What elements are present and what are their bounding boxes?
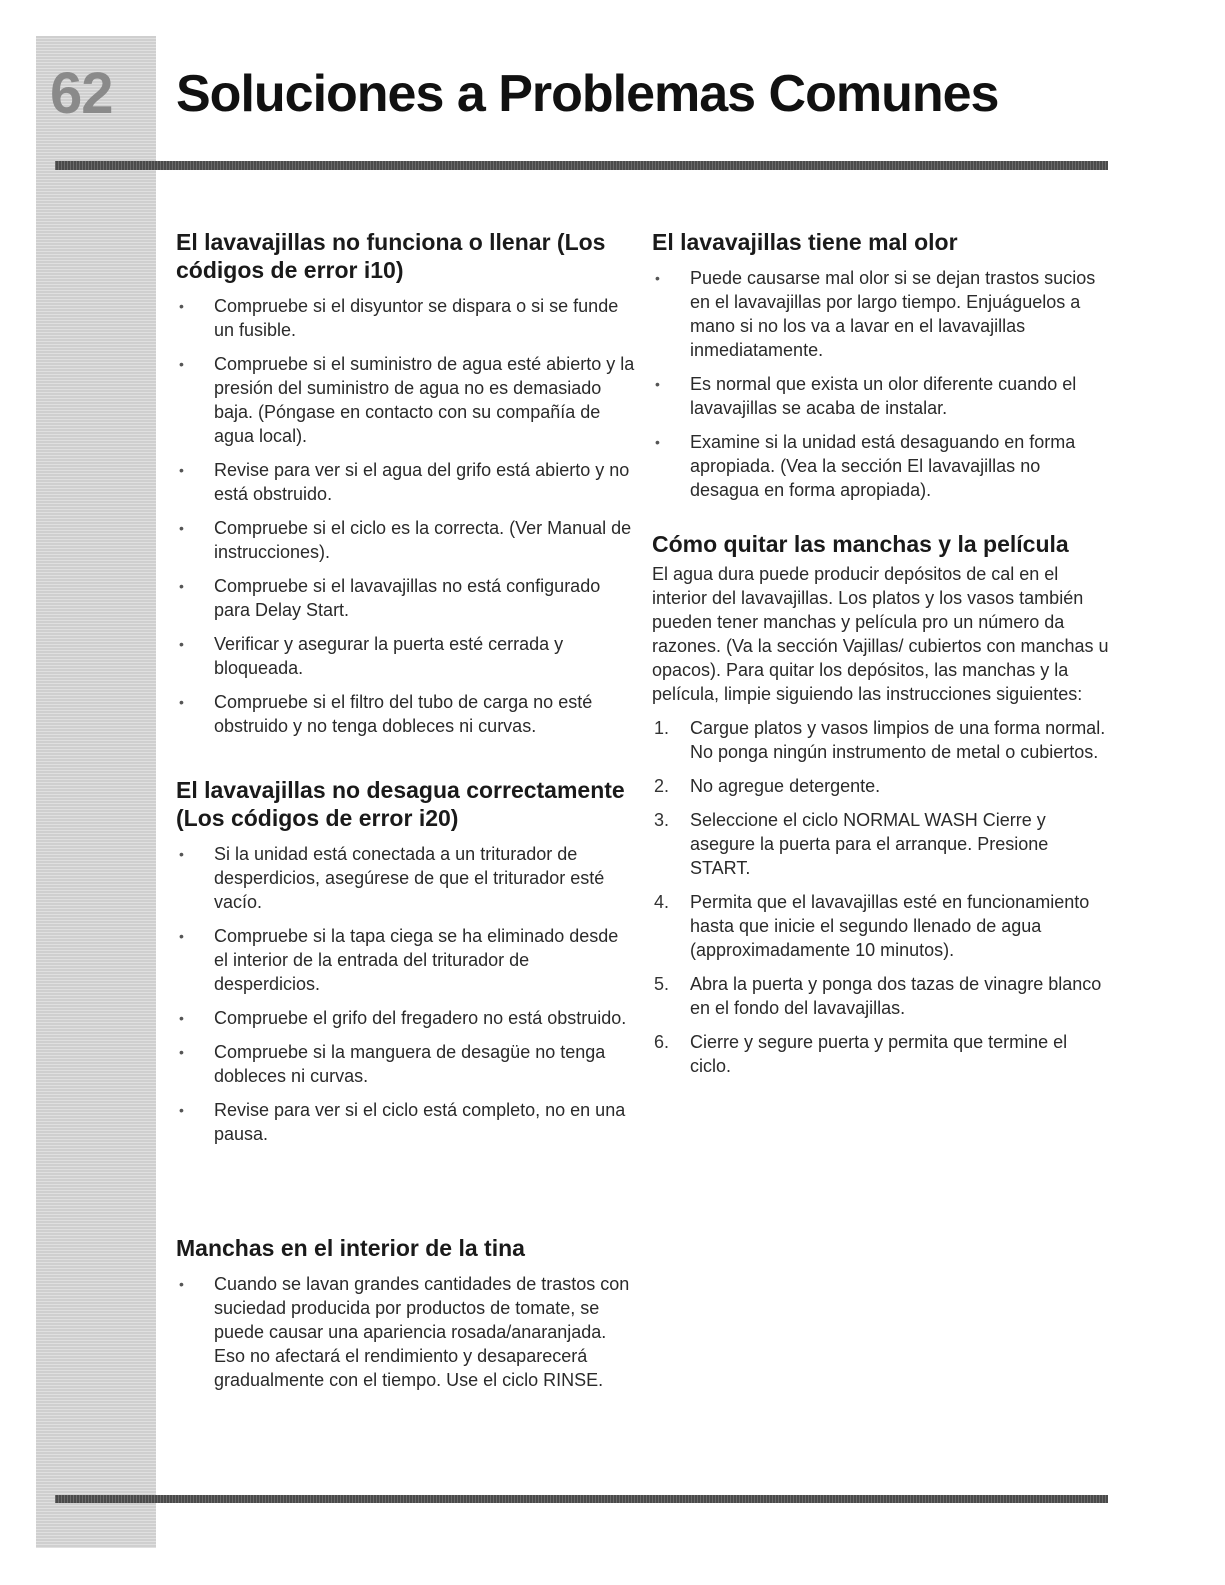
list-item bbox=[652, 808, 1112, 880]
bullet-list bbox=[176, 842, 636, 1146]
list-item: • Verificar y asegurar la puerta esté cerrada y bloqueada. bbox=[176, 632, 636, 680]
list-item: • Compruebe si la tapa ciega se ha eliminado desde el interior de la entrada del triturador de desperdicios. bbox=[176, 924, 636, 996]
list-item: • Cuando se lavan grandes cantidades de trastos con suciedad producida por productos de tomate, se puede causar una apariencia rosada/anaranjada. Eso no afectará el rendimiento y desaparecerá gradualmente con el tiempo. Use el ciclo RINSE. bbox=[176, 1272, 636, 1392]
list-item: • Revise para ver si el ciclo está completo, no en una pausa. bbox=[176, 1098, 636, 1146]
list-item bbox=[652, 890, 1112, 962]
list-item: • Compruebe si el lavavajillas no está configurado para Delay Start. bbox=[176, 574, 636, 622]
step-text: Cargue platos y vasos limpios de una forma normal. No ponga ningún instrumento de metal o cubiertos. bbox=[690, 718, 1106, 762]
section-paragraph: El agua dura puede producir depósitos de cal en el interior del lavavajillas. Los platos y los vasos también pueden tener manchas y película pro un número da razones. (Va la sección Vajillas/ cubiertos con manchas u opacos). Para quitar los depósitos, las manchas y la película, limpie siguiendo las instrucciones siguientes: bbox=[652, 564, 1109, 704]
section-no-funciona bbox=[176, 228, 636, 738]
top-rule bbox=[55, 161, 1108, 170]
list-item bbox=[652, 774, 1112, 798]
section-heading: El lavavajillas no funciona o llenar (Los códigos de error i10) bbox=[176, 229, 606, 283]
step-number: 6. bbox=[654, 1032, 670, 1052]
bottom-rule bbox=[55, 1495, 1108, 1503]
step-text: Permita que el lavavajillas esté en funcionamiento hasta que inicie el segundo llenado de agua (approximadamente 10 minutos). bbox=[690, 892, 1090, 960]
step-number: 4. bbox=[654, 892, 670, 912]
bullet-list bbox=[176, 294, 636, 738]
section-heading: El lavavajillas no desagua correctamente (Los códigos de error i20) bbox=[176, 777, 625, 831]
list-item: • Compruebe si el suministro de agua esté abierto y la presión del suministro de agua no es demasiado baja. (Póngase en contacto con su compañía de agua local). bbox=[176, 352, 636, 448]
section-heading: Manchas en el interior de la tina bbox=[176, 1235, 525, 1261]
numbered-list bbox=[652, 716, 1112, 1078]
step-text: Abra la puerta y ponga dos tazas de vinagre blanco en el fondo del lavavajillas. bbox=[690, 974, 1102, 1018]
list-item bbox=[652, 716, 1112, 764]
list-item: • Examine si la unidad está desaguando en forma apropiada. (Vea la sección El lavavajillas no desagua en forma apropiada). bbox=[652, 430, 1112, 502]
list-item: • Compruebe el grifo del fregadero no está obstruido. bbox=[176, 1006, 636, 1030]
bullet-list bbox=[176, 1272, 636, 1392]
list-item: • Compruebe si el ciclo es la correcta. (Ver Manual de instrucciones). bbox=[176, 516, 636, 564]
left-column bbox=[176, 228, 636, 1156]
list-item: • Compruebe si el filtro del tubo de carga no esté obstruido y no tenga dobleces ni curvas. bbox=[176, 690, 636, 738]
section-no-desagua bbox=[176, 776, 636, 1146]
page-number: 62 bbox=[50, 61, 113, 126]
side-strip bbox=[36, 36, 156, 1548]
list-item: • Puede causarse mal olor si se dejan trastos sucios en el lavavajillas por largo tiempo. Enjuáguelos a mano si no los va a lavar en el lavavajillas inmediatamente. bbox=[652, 266, 1112, 362]
list-item: • Revise para ver si el agua del grifo está abierto y no está obstruido. bbox=[176, 458, 636, 506]
step-text: No agregue detergente. bbox=[690, 776, 881, 796]
step-number: 5. bbox=[654, 974, 670, 994]
section-manchas-pelicula bbox=[652, 530, 1112, 1078]
list-item bbox=[652, 1030, 1112, 1078]
right-column bbox=[652, 228, 1112, 1088]
section-manchas-tina bbox=[176, 1234, 636, 1402]
section-heading: El lavavajillas tiene mal olor bbox=[652, 229, 958, 255]
list-item bbox=[652, 972, 1112, 1020]
step-number: 1. bbox=[654, 718, 670, 738]
page-title: Soluciones a Problemas Comunes bbox=[176, 65, 999, 123]
step-number: 2. bbox=[654, 776, 670, 796]
step-text: Seleccione el ciclo NORMAL WASH Cierre y asegure la puerta para el arranque. Presione START. bbox=[690, 810, 1049, 878]
list-item: • Es normal que exista un olor diferente cuando el lavavajillas se acaba de instalar. bbox=[652, 372, 1112, 420]
list-item: • Compruebe si el disyuntor se dispara o si se funde un fusible. bbox=[176, 294, 636, 342]
list-item: • Compruebe si la manguera de desagüe no tenga dobleces ni curvas. bbox=[176, 1040, 636, 1088]
list-item: • Si la unidad está conectada a un triturador de desperdicios, asegúrese de que el triturador esté vacío. bbox=[176, 842, 636, 914]
section-mal-olor bbox=[652, 228, 1112, 502]
bullet-list bbox=[652, 266, 1112, 502]
section-heading: Cómo quitar las manchas y la película bbox=[652, 531, 1069, 557]
step-number: 3. bbox=[654, 810, 670, 830]
step-text: Cierre y segure puerta y permita que termine el ciclo. bbox=[690, 1032, 1068, 1076]
